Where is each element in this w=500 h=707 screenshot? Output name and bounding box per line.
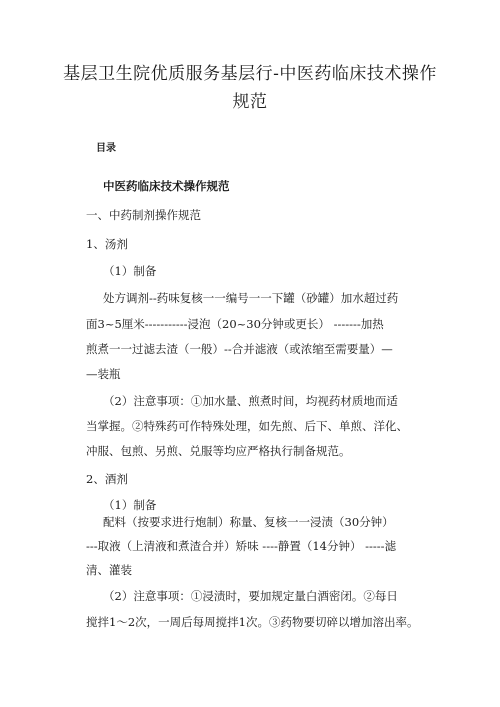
item1-subheading-prep: （1）制备 — [103, 264, 157, 278]
document-title-line-1: 基层卫生院优质服务基层行-中医药临床技术操作 — [63, 64, 437, 84]
toc-label[interactable]: 目录 — [96, 143, 116, 154]
section-heading: 中医药临床技术操作规范 — [103, 179, 230, 193]
part1-heading: 一、中药制剂操作规范 — [86, 208, 201, 222]
item2-para1-line: ---取液（上清液和煮渣合并）矫味 ----静置（14分钟） -----滤 — [86, 539, 397, 553]
item2-heading: 2、酒剂 — [86, 472, 128, 486]
item2-para1-line: 配料（按要求进行炮制）称量、复核一一浸渍（30分钟） — [103, 515, 394, 529]
item2-subheading-prep: （1）制备 — [103, 498, 157, 512]
item2-para2-line: （2）注意事项：①浸渍时，要加规定量白酒密闭。②每日 — [103, 589, 398, 603]
item1-para1-line: —装瓶 — [86, 367, 121, 381]
item2-para2-line: 搅拌1～2次，一周后每周搅拌1次。③药物要切碎以增加溶出率。 — [86, 615, 419, 629]
item1-para1-line: 面3~5厘米-----------浸泡（20~30分钟或更长） -------加热 — [86, 317, 384, 331]
item1-heading: 1、汤剂 — [86, 237, 128, 251]
item2-para1-line: 清、灌装 — [86, 563, 132, 577]
item1-para2-line: 冲服、包煎、另煎、兑服等均应严格执行制备规范。 — [86, 444, 351, 458]
item1-para2-line: （2）注意事项：①加水量、煎煮时间，均视药材质地而适 — [103, 394, 398, 408]
item1-para2-line: 当掌握。②特殊药可作特殊处理，如先煎、后下、单煎、洋化、 — [86, 419, 408, 433]
item1-para1-line: 煎煮一一过滤去渣（一般）--合并滤液（或浓缩至需要量）— — [86, 342, 393, 356]
item1-para1-line: 处方调剂--药味复核一一编号一一下罐（砂罐）加水超过药 — [103, 291, 399, 305]
document-title-line-2: 规范 — [232, 92, 268, 112]
